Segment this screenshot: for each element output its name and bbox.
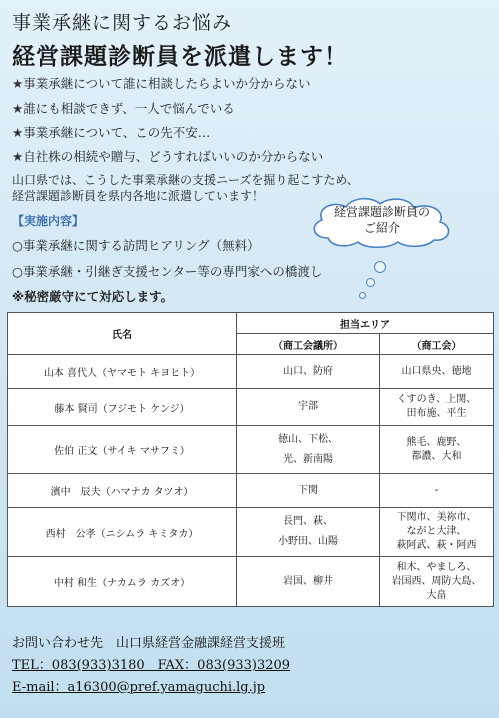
worry-item bbox=[12, 123, 210, 141]
table-row bbox=[8, 389, 494, 426]
society-area: 山口県央、徳地 bbox=[380, 355, 494, 389]
page-title-line1: 事業承継に関するお悩み bbox=[12, 12, 233, 34]
worry-text: 自社株の相続や贈与、どうすればいいのか分からない bbox=[23, 149, 324, 164]
content-item: ○事業承継に関する訪問ヒアリング（無料） bbox=[12, 238, 260, 253]
chamber-area: 岩国、柳井 bbox=[237, 557, 380, 607]
confidential-note: ※秘密厳守にて対応します。 bbox=[12, 289, 174, 304]
society-area: くすのき、上関、 田布施、平生 bbox=[380, 389, 494, 426]
contact-email-link[interactable]: E-mail：a16300@pref.yamaguchi.lg.jp bbox=[12, 680, 266, 695]
staff-name: 藤本 賢司（フジモト ケンジ） bbox=[8, 389, 237, 426]
table-row bbox=[8, 355, 494, 389]
worry-text: 誰にも相談できず、一人で悩んでいる bbox=[23, 101, 235, 116]
thought-bubble bbox=[359, 292, 366, 299]
chamber-area: 下関 bbox=[237, 474, 380, 508]
society-area: 和木、やましろ、 岩国西、周防大島、 大畠 bbox=[380, 557, 494, 607]
star-icon: ★ bbox=[12, 125, 24, 140]
description-line2: 経営課題診断員を県内各地に派遣しています！ bbox=[12, 189, 265, 203]
star-icon: ★ bbox=[12, 76, 24, 91]
worry-text: 事業承継について誰に相談したらよいか分からない bbox=[23, 76, 311, 91]
worry-item bbox=[12, 147, 323, 165]
contact-phone-fax[interactable]: TEL：083(933)3180 FAX：083(933)3209 bbox=[12, 658, 291, 673]
page-title-line2: 経営課題診断員を派遣します！ bbox=[12, 44, 348, 70]
staff-name: 佐伯 正文（サイキ マサフミ） bbox=[8, 426, 237, 474]
chamber-area: 徳山、下松、 光、新南陽 bbox=[237, 426, 380, 474]
chamber-area: 山口、防府 bbox=[237, 355, 380, 389]
cloud-text-line2: ご紹介 bbox=[363, 221, 400, 235]
cloud-text-line1: 経営課題診断員の bbox=[333, 205, 430, 219]
thought-bubble bbox=[366, 278, 375, 287]
cloud-callout bbox=[306, 194, 458, 250]
society-area: 下関市、美祢市、 ながと大津、 萩阿武、萩・阿西 bbox=[380, 508, 494, 557]
table-row bbox=[8, 557, 494, 607]
chamber-area: 長門、萩、 小野田、山陽 bbox=[237, 508, 380, 557]
society-area: - bbox=[380, 474, 494, 508]
col-header-name: 氏名 bbox=[8, 313, 237, 355]
col-header-society: （商工会） bbox=[380, 334, 494, 355]
society-area: 熊毛、鹿野、 都濃、大和 bbox=[380, 426, 494, 474]
staff-name: 山本 喜代人（ヤマモト キヨヒト） bbox=[8, 355, 237, 389]
worry-item bbox=[12, 99, 235, 117]
content-item: ○事業承継・引継ぎ支援センター等の専門家への橋渡し bbox=[12, 264, 323, 279]
table-row bbox=[8, 474, 494, 508]
staff-name: 中村 和生（ナカムラ カズオ） bbox=[8, 557, 237, 607]
staff-table bbox=[7, 312, 494, 607]
star-icon: ★ bbox=[12, 101, 24, 116]
staff-name: 西村 公孝（ニシムラ キミタカ） bbox=[8, 508, 237, 557]
description-line1: 山口県では、こうした事業承継の支援ニーズを掘り起こすため、 bbox=[12, 173, 359, 187]
thought-bubble bbox=[374, 261, 386, 273]
worry-text: 事業承継について、この先不安… bbox=[23, 125, 211, 140]
col-header-chamber: （商工会議所） bbox=[237, 334, 380, 355]
staff-name: 濱中 辰夫（ハマナカ タツオ） bbox=[8, 474, 237, 508]
table-row bbox=[8, 508, 494, 557]
worry-item bbox=[12, 74, 310, 92]
content-heading: 【実施内容】 bbox=[12, 214, 85, 228]
table-row bbox=[8, 426, 494, 474]
star-icon: ★ bbox=[12, 149, 24, 164]
col-header-area: 担当エリア bbox=[237, 313, 494, 334]
contact-info: お問い合わせ先 山口県経営金融課経営支援班 bbox=[12, 636, 286, 651]
chamber-area: 宇部 bbox=[237, 389, 380, 426]
